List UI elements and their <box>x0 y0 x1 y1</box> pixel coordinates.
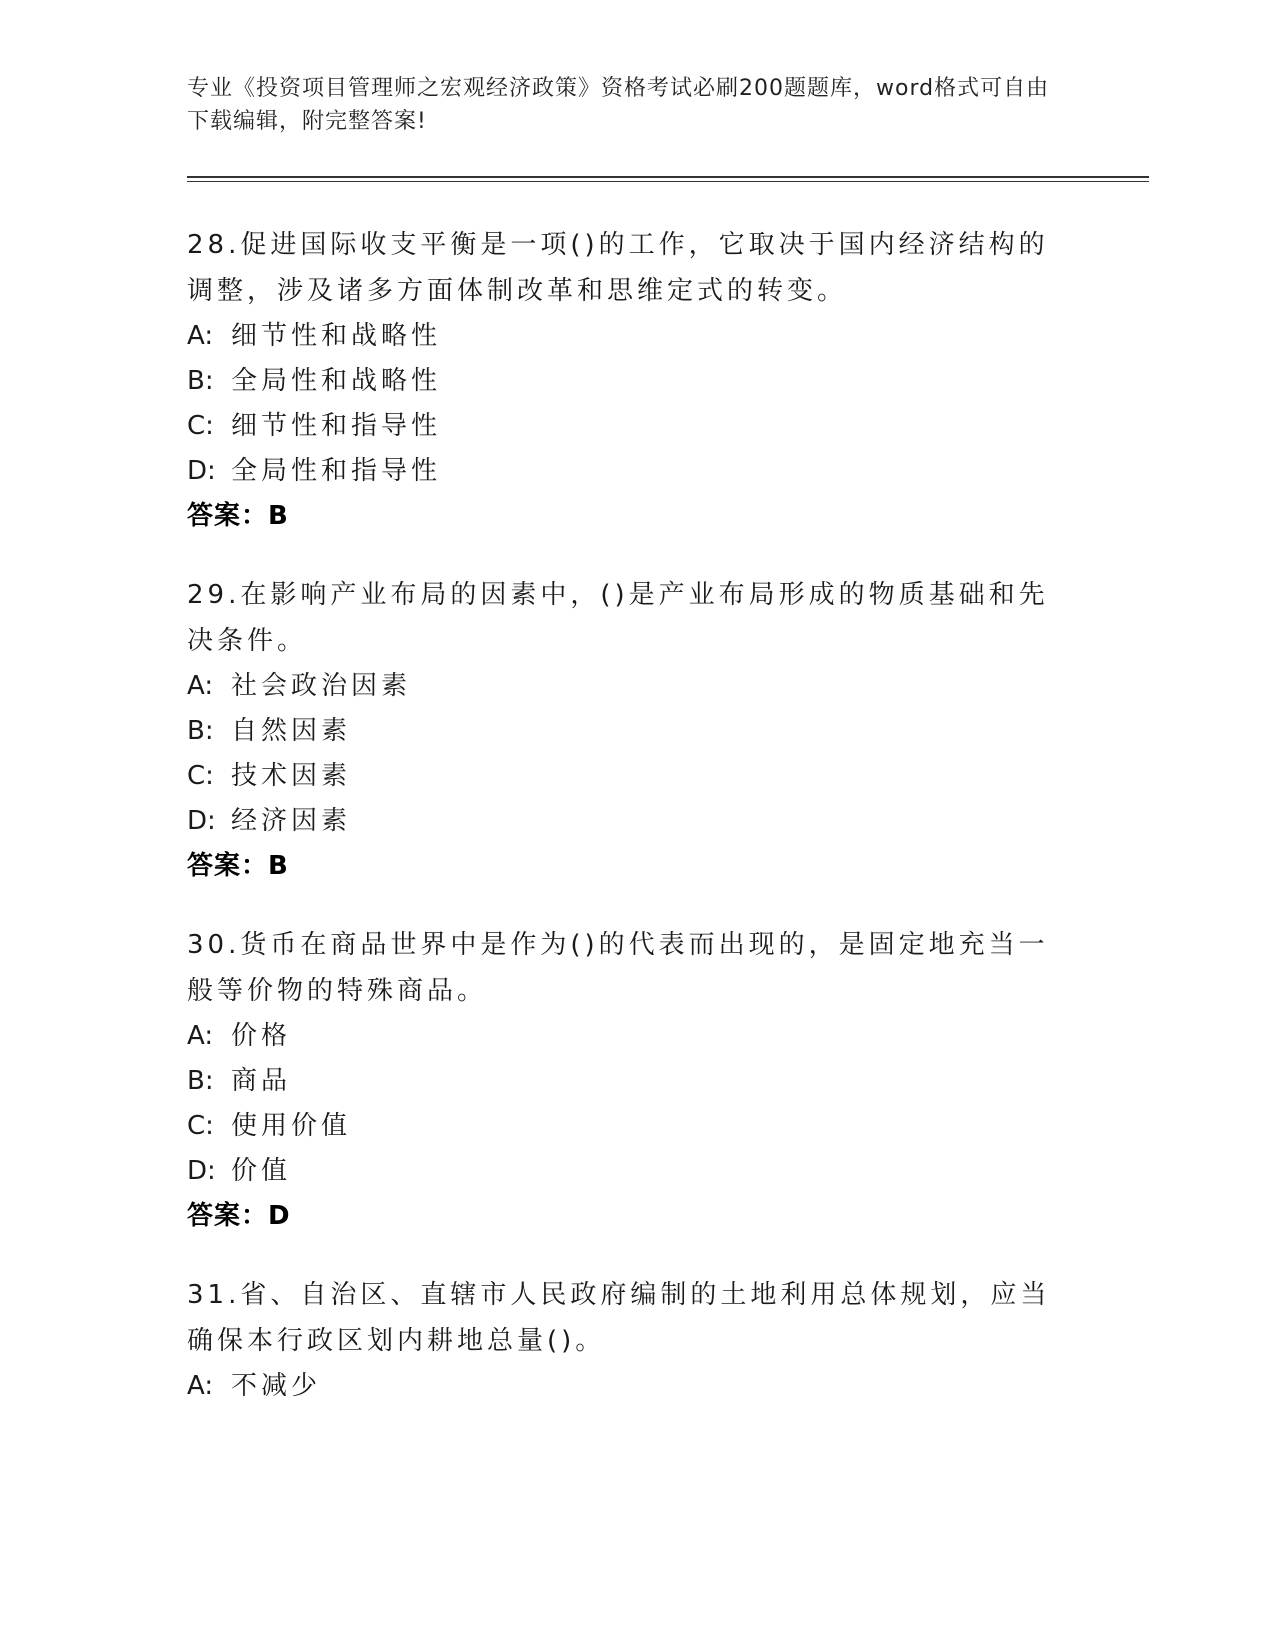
question-31 <box>187 1272 1067 1409</box>
answer-line: 答案：B <box>187 851 289 881</box>
option-text: 技术因素 <box>231 761 352 791</box>
question-28 <box>187 222 1067 539</box>
option-key: D: <box>187 1156 216 1186</box>
question-stem: 28.促进国际收支平衡是一项()的工作，它取决于国内经济结构的调整，涉及诸多方面体制改革和思维定式的转变。 <box>187 230 1049 306</box>
option-a <box>187 314 1067 359</box>
answer-line: 答案：D <box>187 1201 291 1231</box>
option-key: B: <box>187 366 214 396</box>
option-c <box>187 1104 1067 1149</box>
question-stem: 31.省、自治区、直辖市人民政府编制的土地利用总体规划，应当确保本行政区划内耕地总量()。 <box>187 1280 1051 1356</box>
question-29 <box>187 572 1067 889</box>
option-b <box>187 709 1067 754</box>
option-key: B: <box>187 1066 214 1096</box>
option-a <box>187 1014 1067 1059</box>
option-text: 全局性和战略性 <box>231 366 442 396</box>
answer-line: 答案：B <box>187 501 289 531</box>
option-key: C: <box>187 411 214 441</box>
option-text: 社会政治因素 <box>231 671 412 701</box>
option-text: 价格 <box>231 1021 292 1051</box>
question-stem: 30.货币在商品世界中是作为()的代表而出现的，是固定地充当一般等价物的特殊商品。 <box>187 930 1049 1006</box>
option-key: A: <box>187 1021 214 1051</box>
option-d <box>187 449 1067 494</box>
option-text: 经济因素 <box>231 806 352 836</box>
option-text: 商品 <box>231 1066 292 1096</box>
option-text: 细节性和战略性 <box>231 321 442 351</box>
question-stem: 29.在影响产业布局的因素中，()是产业布局形成的物质基础和先决条件。 <box>187 580 1049 656</box>
option-key: B: <box>187 716 214 746</box>
document-intro: 专业《投资项目管理师之宏观经济政策》资格考试必刷200题题库，word格式可自由下载编辑，附完整答案! <box>187 76 1050 134</box>
option-key: A: <box>187 1371 214 1401</box>
option-key: A: <box>187 321 214 351</box>
option-text: 价值 <box>231 1156 292 1186</box>
option-c <box>187 404 1067 449</box>
header-divider <box>187 176 1149 182</box>
option-key: C: <box>187 761 214 791</box>
option-key: C: <box>187 1111 214 1141</box>
option-text: 细节性和指导性 <box>231 411 442 441</box>
option-text: 全局性和指导性 <box>231 456 442 486</box>
option-d <box>187 1149 1067 1194</box>
option-key: D: <box>187 456 216 486</box>
option-key: D: <box>187 806 216 836</box>
option-text: 自然因素 <box>231 716 352 746</box>
option-text: 使用价值 <box>231 1111 352 1141</box>
option-b <box>187 1059 1067 1104</box>
option-key: A: <box>187 671 214 701</box>
option-c <box>187 754 1067 799</box>
option-b <box>187 359 1067 404</box>
option-a <box>187 664 1067 709</box>
question-30 <box>187 922 1067 1239</box>
option-text: 不减少 <box>231 1371 322 1401</box>
option-d <box>187 799 1067 844</box>
option-a <box>187 1364 1067 1409</box>
